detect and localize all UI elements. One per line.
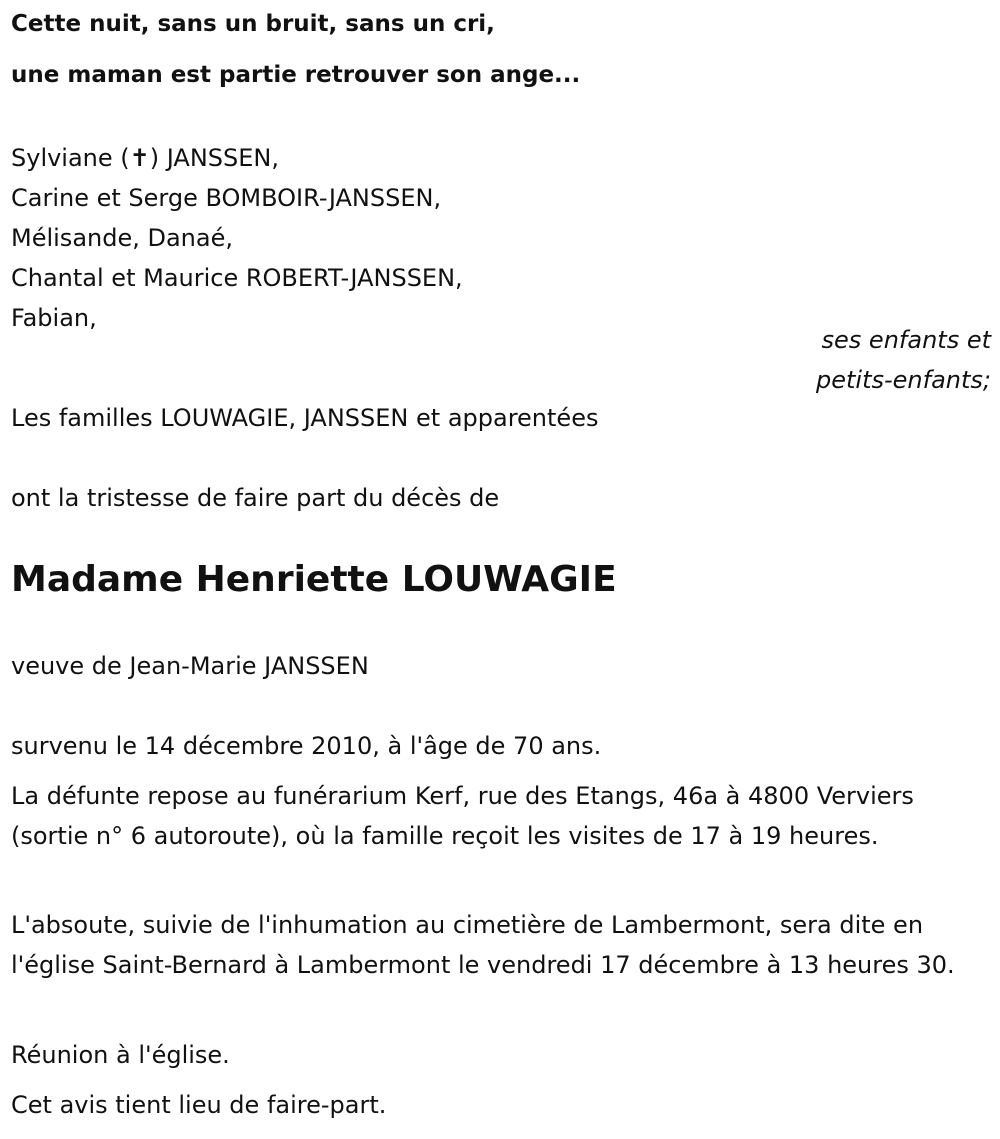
family-member: Chantal et Maurice ROBERT-JANSSEN, [11, 264, 463, 292]
family-member: Mélisande, Danaé, [11, 224, 233, 252]
family-member: Sylviane (✝) JANSSEN, [11, 144, 279, 172]
rests-text: La défunte repose au funérarium Kerf, rue des Etangs, 46a à 4800 Verviers (sortie n° 6 autoroute), où la famille reçoit les visites de 17 à 19 heures. [11, 782, 914, 850]
family-members-list [11, 138, 463, 338]
intro-line-1: Cette nuit, sans un bruit, sans un cri, [11, 11, 495, 37]
deceased-date-text: survenu le 14 décembre 2010, à l'âge de 70 ans. [11, 732, 602, 760]
ceremony-text: L'absoute, suivie de l'inhumation au cimetière de Lambermont, sera dite en l'église Saint-Bernard à Lambermont le vendredi 17 décembre à 13 heures 30. [11, 911, 955, 979]
families-text: Les familles LOUWAGIE, JANSSEN et apparentées [11, 404, 599, 432]
widow-text: veuve de Jean-Marie JANSSEN [11, 652, 369, 680]
reunion-text: Réunion à l'église. [11, 1041, 230, 1069]
family-role [591, 320, 991, 400]
notice-text: Cet avis tient lieu de faire-part. [11, 1091, 387, 1119]
family-role-line-2: petits-enfants; [816, 366, 991, 394]
intro-line-2: une maman est partie retrouver son ange... [11, 62, 581, 88]
family-role-line-1: ses enfants et [821, 326, 991, 354]
deceased-name: Madame Henriette LOUWAGIE [11, 559, 617, 600]
sadness-text: ont la tristesse de faire part du décès de [11, 484, 500, 512]
family-member: Carine et Serge BOMBOIR-JANSSEN, [11, 184, 442, 212]
family-member: Fabian, [11, 304, 97, 332]
